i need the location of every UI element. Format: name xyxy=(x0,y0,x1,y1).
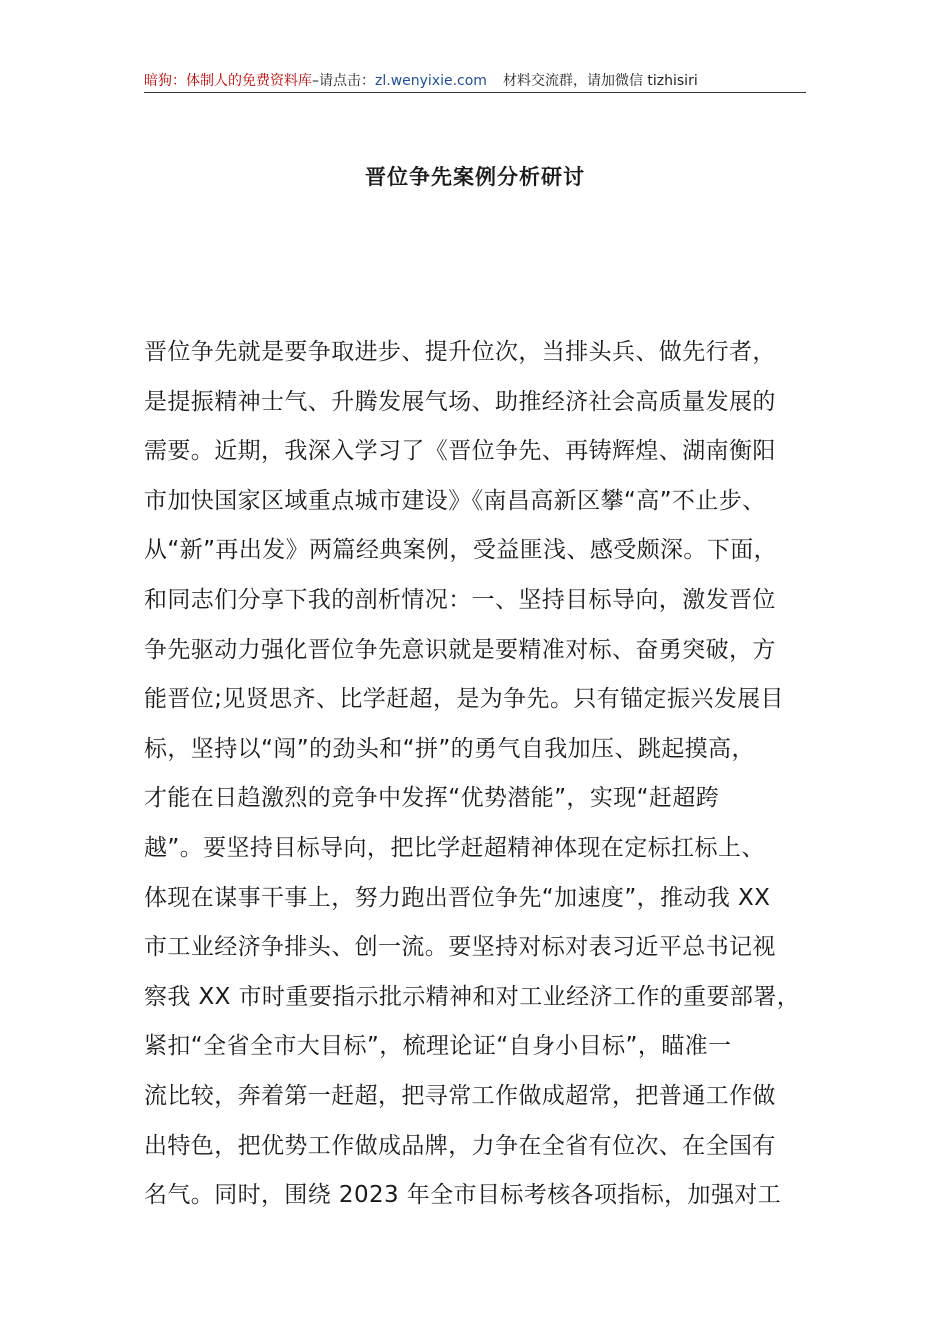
text-line: 和同志们分享下我的剖析情况：一、坚持目标导向，激发晋位 xyxy=(144,586,776,613)
text-line: 流比较，奔着第一赶超，把寻常工作做成超常，把普通工作做 xyxy=(144,1082,776,1109)
text-line: 越”。要坚持目标导向，把比学赶超精神体现在定标扛标上、 xyxy=(144,834,765,861)
text-line: 需要。近期，我深入学习了《晋位争先、再铸辉煌、湖南衡阳 xyxy=(144,438,776,465)
text-line: 才能在日趋激烈的竞争中发挥“优势潜能”，实现“赶超跨 xyxy=(144,785,720,812)
text-line: 是提振精神士气、升腾发展气场、助推经济社会高质量发展的 xyxy=(144,388,776,415)
text-line: 名气。同时，围绕 2023 年全市目标考核各项指标，加强对工 xyxy=(144,1182,782,1209)
header-site-name: 暗狗：体制人的免费资料库 xyxy=(144,73,312,89)
text-line: 标，坚持以“闯”的劲头和“拼”的勇气自我加压、跳起摸高， xyxy=(144,735,755,762)
text-line: 晋位争先就是要争取进步、提升位次，当排头兵、做先行者， xyxy=(144,339,776,365)
text-line: 争先驱动力强化晋位争先意识就是要精准对标、奋勇突破，方 xyxy=(144,636,776,663)
header-link[interactable]: zl.wenyixie.com xyxy=(375,73,487,89)
text-line: 紧扣“全省全市大目标”，梳理论证“自身小目标”，瞄准一 xyxy=(144,1033,732,1060)
header-wechat-note: 材料交流群，请加微信 tizhisiri xyxy=(502,73,698,89)
text-line: 市工业经济争排头、创一流。要坚持对标对表习近平总书记视 xyxy=(144,934,776,961)
text-line: 市加快国家区域重点城市建设》《南昌高新区攀“高”不止步、 xyxy=(144,487,766,514)
page-header xyxy=(144,70,806,93)
text-line: 体现在谋事干事上，努力跑出晋位争先“加速度”，推动我 XX xyxy=(144,884,771,911)
text-line: 能晋位;见贤思齐、比学赶超，是为争先。只有锚定振兴发展目 xyxy=(144,686,784,713)
document-title: 晋位争先案例分析研讨 xyxy=(365,165,585,189)
header-click-prompt: –请点击： xyxy=(312,73,375,89)
text-line: 出特色，把优势工作做成品牌，力争在全省有位次、在全国有 xyxy=(144,1132,776,1159)
body-paragraph xyxy=(144,328,808,1221)
text-line: 察我 XX 市时重要指示批示精神和对工业经济工作的重要部署， xyxy=(144,983,801,1010)
text-line: 从“新”再出发》两篇经典案例，受益匪浅、感受颇深。下面， xyxy=(144,537,778,564)
